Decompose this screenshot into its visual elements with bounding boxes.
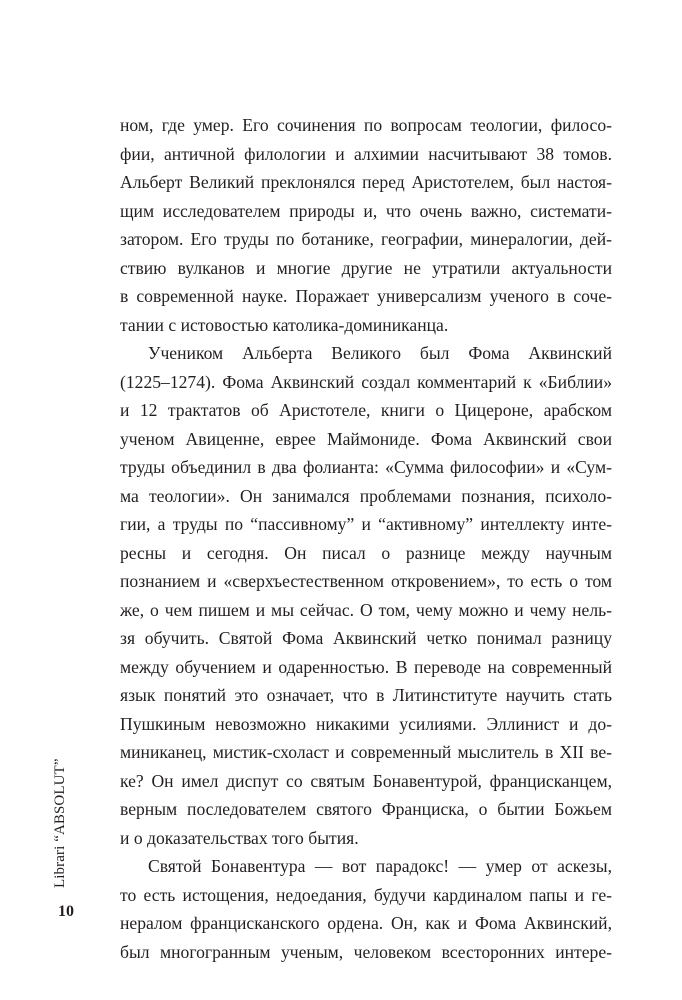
text-line: в современной науке. Поражает универсализм ученого в соче- <box>120 286 612 306</box>
text-line: Учеником Альберта Великого был Фома Аквинский <box>148 343 612 363</box>
paragraph-1 <box>120 111 612 339</box>
text-line: ма теологии». Он занимался проблемами познания, психоло- <box>120 485 612 506</box>
text-line: между обучением и одаренностью. В переводе на современный <box>120 656 612 677</box>
body-text <box>120 111 612 966</box>
text-line: гии, а труды по “пассивному” и “активному” интеллекту инте- <box>120 514 612 534</box>
text-line: щим исследователем природы и, что очень важно, системати- <box>120 200 612 221</box>
text-line: (1225–1274). Фома Аквинский создал комментарий к «Библии» <box>120 371 612 392</box>
text-line: же, о чем пишем и мы сейчас. О том, чему можно и чему нель- <box>120 599 612 620</box>
text-line: ствию вулканов и многие другие не утратили актуальности <box>120 257 612 278</box>
text-line: был многогранным ученым, человеком всесторонних интере- <box>120 941 612 962</box>
text-line: тании с истовостью католика-доминиканца. <box>120 314 449 335</box>
text-line: то есть истощения, недоедания, будучи кардиналом папы и ге- <box>120 884 612 905</box>
text-line: и о доказательствах того бытия. <box>120 827 359 848</box>
text-line: зя обучить. Святой Фома Аквинский четко понимал разницу <box>120 628 612 648</box>
text-line: миниканец, мистик-схоласт и современный мыслитель в XII ве- <box>120 742 612 762</box>
text-line: Святой Бонавентура — вот парадокс! — умер от аскезы, <box>148 856 612 876</box>
page-number: 10 <box>58 903 74 920</box>
text-line: познанием и «сверхъестественном откровением», то есть о том <box>120 571 612 591</box>
text-line: фии, античной филологии и алхимии насчитывают 38 томов. <box>120 143 612 164</box>
text-line: язык понятий это означает, что в Литинституте научить стать <box>120 685 612 705</box>
text-line: ресны и сегодня. Он писал о разнице между научным <box>120 542 612 563</box>
text-line: и 12 трактатов об Аристотеле, книги о Цицероне, арабском <box>120 400 612 420</box>
paragraph-3 <box>120 852 612 966</box>
text-line: Пушкиным невозможно никакими усилиями. Эллинист и до- <box>120 713 612 734</box>
paragraph-2 <box>120 339 612 852</box>
text-line: ном, где умер. Его сочинения по вопросам теологии, филосо- <box>120 115 612 135</box>
text-line: затором. Его труды по ботанике, географии, минералогии, дей- <box>120 229 612 249</box>
text-line: ученом Авиценне, еврее Маймониде. Фома Аквинский свои <box>120 428 612 449</box>
text-line: труды объединил в два фолианта: «Сумма философии» и «Сум- <box>120 457 612 477</box>
text-line: Альберт Великий преклонялся перед Аристотелем, был настоя- <box>120 172 612 192</box>
text-line: нералом францисканского ордена. Он, как и Фома Аквинский, <box>120 913 612 933</box>
running-title: Librari “ABSOLUT” <box>52 758 68 888</box>
text-line: ке? Он имел диспут со святым Бонавентурой, францисканцем, <box>120 770 612 791</box>
text-line: верным последователем святого Франциска, о бытии Божьем <box>120 799 612 819</box>
